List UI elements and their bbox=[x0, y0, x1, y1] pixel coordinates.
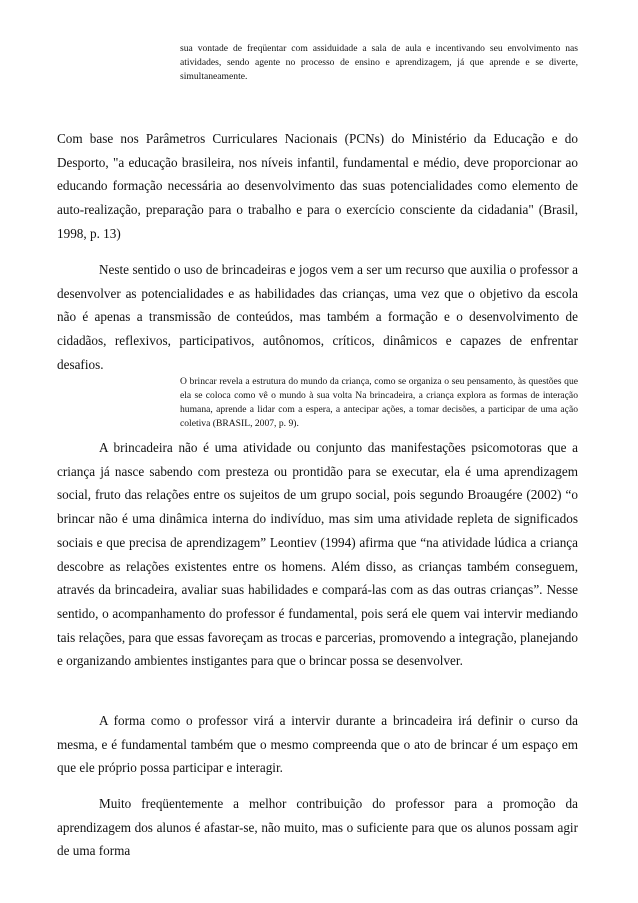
paragraph-pcn: Com base nos Parâmetros Curriculares Nacionais (PCNs) do Ministério da Educação e do Desporto, "a educação brasileira, nos níveis infantil, fundamental e médio, deve proporcionar ao educando formação necessária ao desenvolvimento das suas potencialidades como elemento de auto-realização, preparação para o trabalho e para o exercício consciente da cidadania" (Brasil, 1998, p. 13) bbox=[57, 131, 578, 241]
paragraph-contribuicao-professor: Muito freqüentemente a melhor contribuição do professor para a promoção da aprendizagem dos alunos é afastar-se, não muito, mas o suficiente para que os alunos possam agir de uma forma bbox=[57, 796, 578, 859]
paragraph-brincadeira-aprendizagem: A brincadeira não é uma atividade ou conjunto das manifestações psicomotoras que a criança já nasce sabendo com presteza ou prontidão para se executar, ela é uma aprendizagem social, fruto das relações entre os sujeitos de um grupo social, pois segundo Broaugére (2002) “o brincar não é uma dinâmica interna do indivíduo, mas sim uma atividade repleta de significados sociais e que precisa de aprendizagem” Leontiev (1994) afirma que “na atividade lúdica a criança descobre as relações existentes entre os homens. Além disso, as crianças também conseguem, através da brincadeira, avaliar suas habilidades e compará-las com as das outras crianças”. Nesse sentido, o acompanhamento do professor é fundamental, pois será ele quem vai intervir mediando tais relações, para que essas favoreçam as trocas e parcerias, promovendo a integração, planejando e organizando ambientes instigantes para que o brincar possa se desenvolver. bbox=[57, 440, 578, 669]
paragraph-brincadeiras-jogos: Neste sentido o uso de brincadeiras e jogos vem a ser um recurso que auxilia o professor a desenvolver as potencialidades e as habilidades das crianças, uma vez que o objetivo da escola não é apenas a transmissão de conteúdos, mas também a formação e o desenvolvimento de cidadãos, reflexivos, participativos, autônomos, críticos, dinâmicos e capazes de enfrentar desafios. bbox=[57, 262, 578, 372]
paragraph-intervencao-professor: A forma como o professor virá a intervir durante a brincadeira irá definir o curso da mesma, e é fundamental também que o mesmo compreenda que o ato de brincar é um espaço em que ele próprio possa participar e interagir. bbox=[57, 713, 578, 776]
block-quote-brasil-2007: O brincar revela a estrutura do mundo da criança, como se organiza o seu pensamento, às questões que ela se coloca como vê o mundo à sua volta Na brincadeira, a criança explora as formas de interação humana, aprende a lidar com a espera, a antecipar ações, a tomar decisões, a participar de uma ação coletiva (BRASIL, 2007, p. 9). bbox=[180, 376, 578, 429]
block-quote-top: sua vontade de freqüentar com assiduidade a sala de aula e incentivando seu envolvimento nas atividades, sendo agente no processo de ensino e aprendizagem, já que aprende e se diverte, simultaneamente. bbox=[180, 43, 578, 82]
